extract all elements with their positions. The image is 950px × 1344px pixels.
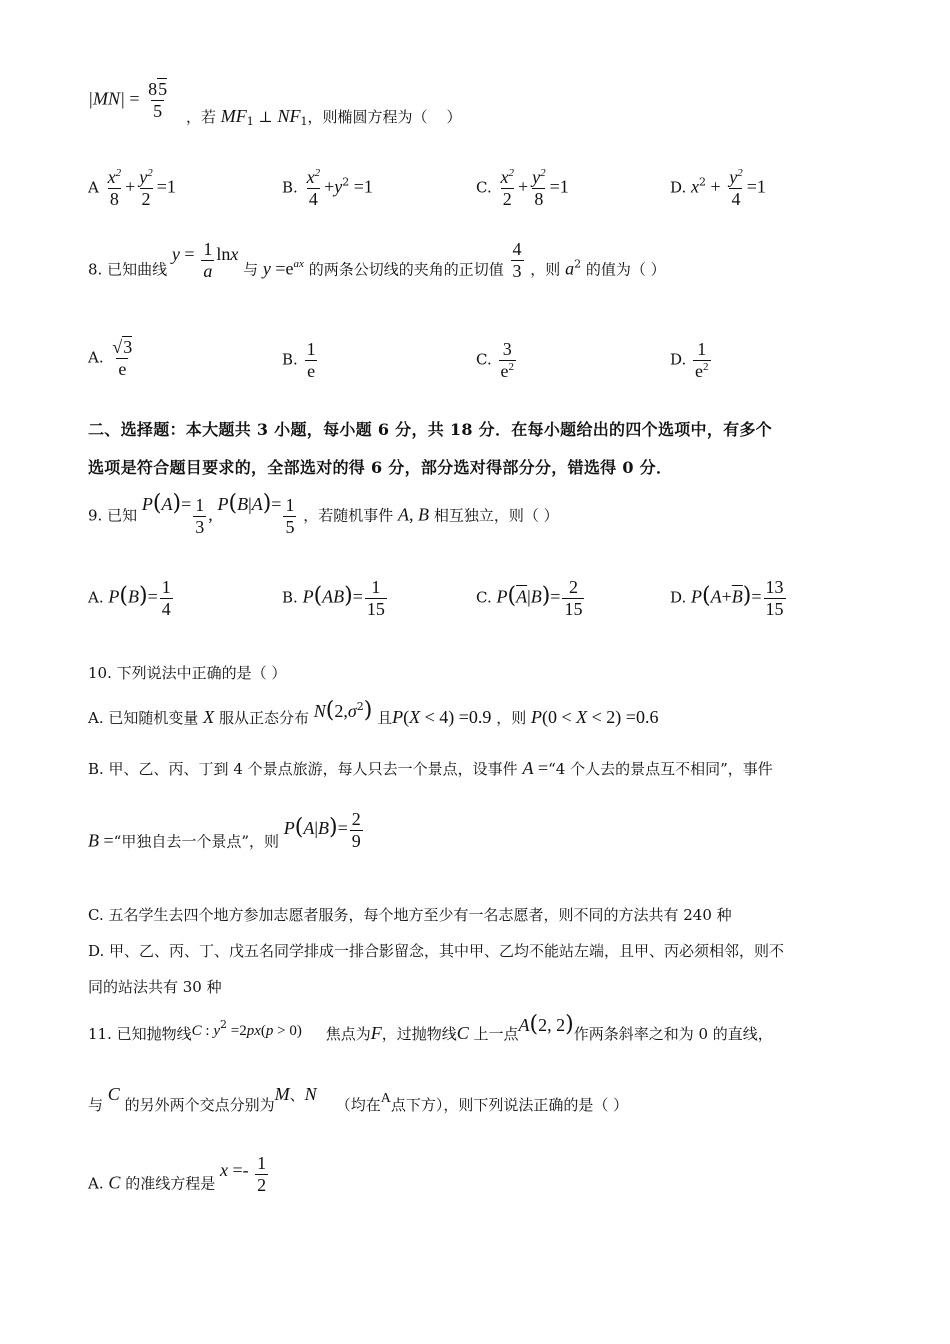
q9-number: 9. 已知 xyxy=(88,506,138,525)
q10-option-d-line-1[interactable]: D. 甲、乙、丙、丁、戊五名同学排成一排合影留念，其中甲、乙均不能站左端，且甲、丙必须相邻，则不 xyxy=(88,942,785,960)
option-label: D. xyxy=(670,588,687,607)
q11-number: 11. 已知抛物线 xyxy=(88,1025,192,1043)
q7-mn-length: |MN| = $\frac{85}{5}$ xyxy=(88,79,168,121)
q11-text-2: ，过抛物线 xyxy=(381,1025,457,1043)
q11-l2-text-2: 的另外两个交点分别为 xyxy=(124,1096,275,1114)
q11-stem-line-1: 11. 已知抛物线C : $y^2 =2px(p > 0)$ 焦点为F，过抛物线C 上一点A(2, 2)作两条斜率之和为 0 的直线， xyxy=(88,1012,773,1043)
q7-option-d[interactable]: D. $x^2$ + $\frac{y^2}{4}$ =1 xyxy=(670,167,766,209)
option-label: B. xyxy=(282,588,298,607)
option-label: A xyxy=(88,178,99,197)
q7-option-c[interactable]: C. $\frac{x^2}{2}$ + $\frac{y^2}{8}$ =1 xyxy=(476,167,569,209)
q10-stem: 10. 下列说法中正确的是（ ） xyxy=(88,664,287,682)
option-label: C. xyxy=(476,178,492,197)
q7-option-b[interactable]: B. $\frac{x^2}{4}$ $+y^2 =1$ xyxy=(282,167,373,209)
q10-a-text-3: 且 xyxy=(377,709,393,727)
q8-text-2: 的两条公切线的夹角的正切值 xyxy=(308,260,504,279)
q8-option-b[interactable]: B. $\frac{1}{e}$ xyxy=(282,339,316,381)
option-label: B. xyxy=(282,178,298,197)
q7-option-a[interactable]: A $\frac{x^2}{8}$ + $\frac{y^2}{2}$ =1 xyxy=(88,167,176,209)
q11-stem-line-2: 与 C 的另外两个交点分别为M、N （均在A点下方），则下列说法正确的是（ ） xyxy=(88,1084,629,1114)
option-label: A. xyxy=(88,348,104,367)
q10-a-text-4: ，则 xyxy=(496,709,527,727)
q9-option-a[interactable]: A. P(B)= $\frac{1}{4}$ xyxy=(88,577,171,619)
q10-b-text-3: “甲独自去一个景点”，则 xyxy=(113,832,279,851)
option-label: C. xyxy=(476,350,492,369)
q9-option-d[interactable]: D. $P(A+\overline{B})=$ $\frac{13}{15}$ xyxy=(670,577,784,619)
q11-option-a[interactable]: A. C 的准线方程是 x =- $\frac{1}{2}$ xyxy=(88,1153,267,1195)
q11-a-text-2: 的准线方程是 xyxy=(125,1174,216,1193)
q11-l2-text-1: 与 xyxy=(88,1096,104,1114)
q9-text-2: 相互独立，则（ ） xyxy=(433,506,559,525)
q8-text-3: ，则 xyxy=(530,260,561,279)
q8-text-1: 与 xyxy=(243,260,259,279)
option-label: D. xyxy=(670,178,687,197)
q10-b-text-1: B. 甲、乙、丙、丁到 4 个景点旅游，每人只去一个景点，设事件 xyxy=(88,760,518,778)
q10-option-b-line-2[interactable]: B =“甲独自去一个景点”，则 P(A|B)= $\frac{2}{9}$ xyxy=(88,809,361,851)
q9-option-c[interactable]: C. $P(\overline{A}|B)=$ $\frac{2}{15}$ xyxy=(476,577,583,619)
option-label: C. xyxy=(476,588,492,607)
option-label: B. xyxy=(282,350,298,369)
q10-option-a[interactable]: A. 已知随机变量 X 服从正态分布 $N(2,\sigma^2)$ 且P(X < 4) =0.9 ，则 P(0 < X < 2) =0.6 xyxy=(88,698,659,727)
q8-stem: 8. 已知曲线 y = $\frac{1}{a}$ lnx 与 $y =e^{ax}$ 的两条公切线的夹角的正切值 $\frac{4}{3}$ ，则 $a^2$ 的值为（ ） xyxy=(88,239,666,281)
section-2-heading-line-1: 二、选择题：本大题共 3 小题，每小题 6 分，共 18 分．在每小题给出的四个选项中，有多个 xyxy=(88,420,773,439)
q11-text-4: 作两条斜率之和为 0 的直线， xyxy=(573,1025,773,1043)
q8-option-a[interactable]: A. $\frac{√3}{e}$ xyxy=(88,337,133,379)
q8-number: 8. 已知曲线 xyxy=(88,260,168,279)
q9-option-b[interactable]: B. P(AB)= $\frac{1}{15}$ xyxy=(282,577,385,619)
q11-a-text-1: A. xyxy=(88,1174,104,1193)
q8-text-4: 的值为（ ） xyxy=(585,260,666,279)
q10-a-text-1: A. 已知随机变量 xyxy=(88,709,199,727)
q10-option-c[interactable]: C. 五名学生去四个地方参加志愿者服务，每个地方至少有一名志愿者，则不同的方法共有 240 种 xyxy=(88,906,732,924)
q9-stem: 9. 已知 P(A)= $\frac{1}{3}$ , P(B|A)= $\frac{1}{5}$ ，若随机事件 A, B 相互独立，则（ ） xyxy=(88,491,559,537)
q8-option-d[interactable]: D. $\frac{1}{e^2}$ xyxy=(670,339,709,381)
section-2-heading-line-2: 选项是符合题目要求的，全部选对的得 6 分，部分选对得部分分，错选得 0 分． xyxy=(88,458,673,477)
option-label: D. xyxy=(670,350,687,369)
q11-text-3: 上一点 xyxy=(473,1025,519,1043)
q10-a-text-2: 服从正态分布 xyxy=(218,709,309,727)
q10-option-b-line-1[interactable]: B. 甲、乙、丙、丁到 4 个景点旅游，每人只去一个景点，设事件 A =“4 个人去的景点互不相同”，事件 xyxy=(88,758,773,778)
q11-l2-text-3: （均在 xyxy=(335,1096,381,1114)
q11-text-1: 焦点为 xyxy=(325,1025,371,1043)
q10-option-d-line-2[interactable]: 同的站法共有 30 种 xyxy=(88,978,222,996)
option-label: A. xyxy=(88,588,104,607)
q10-b-text-2: “4 个人去的景点互不相同”，事件 xyxy=(548,760,773,778)
q11-l2-text-4: 点下方），则下列说法正确的是（ ） xyxy=(390,1096,629,1114)
q9-text-1: ，若随机事件 xyxy=(303,506,394,525)
q8-option-c[interactable]: C. $\frac{3}{e^2}$ xyxy=(476,339,514,381)
q7-condition: ，若 $MF_1$ ⊥ $NF_1$，则椭圆方程为（ ） xyxy=(186,106,462,128)
